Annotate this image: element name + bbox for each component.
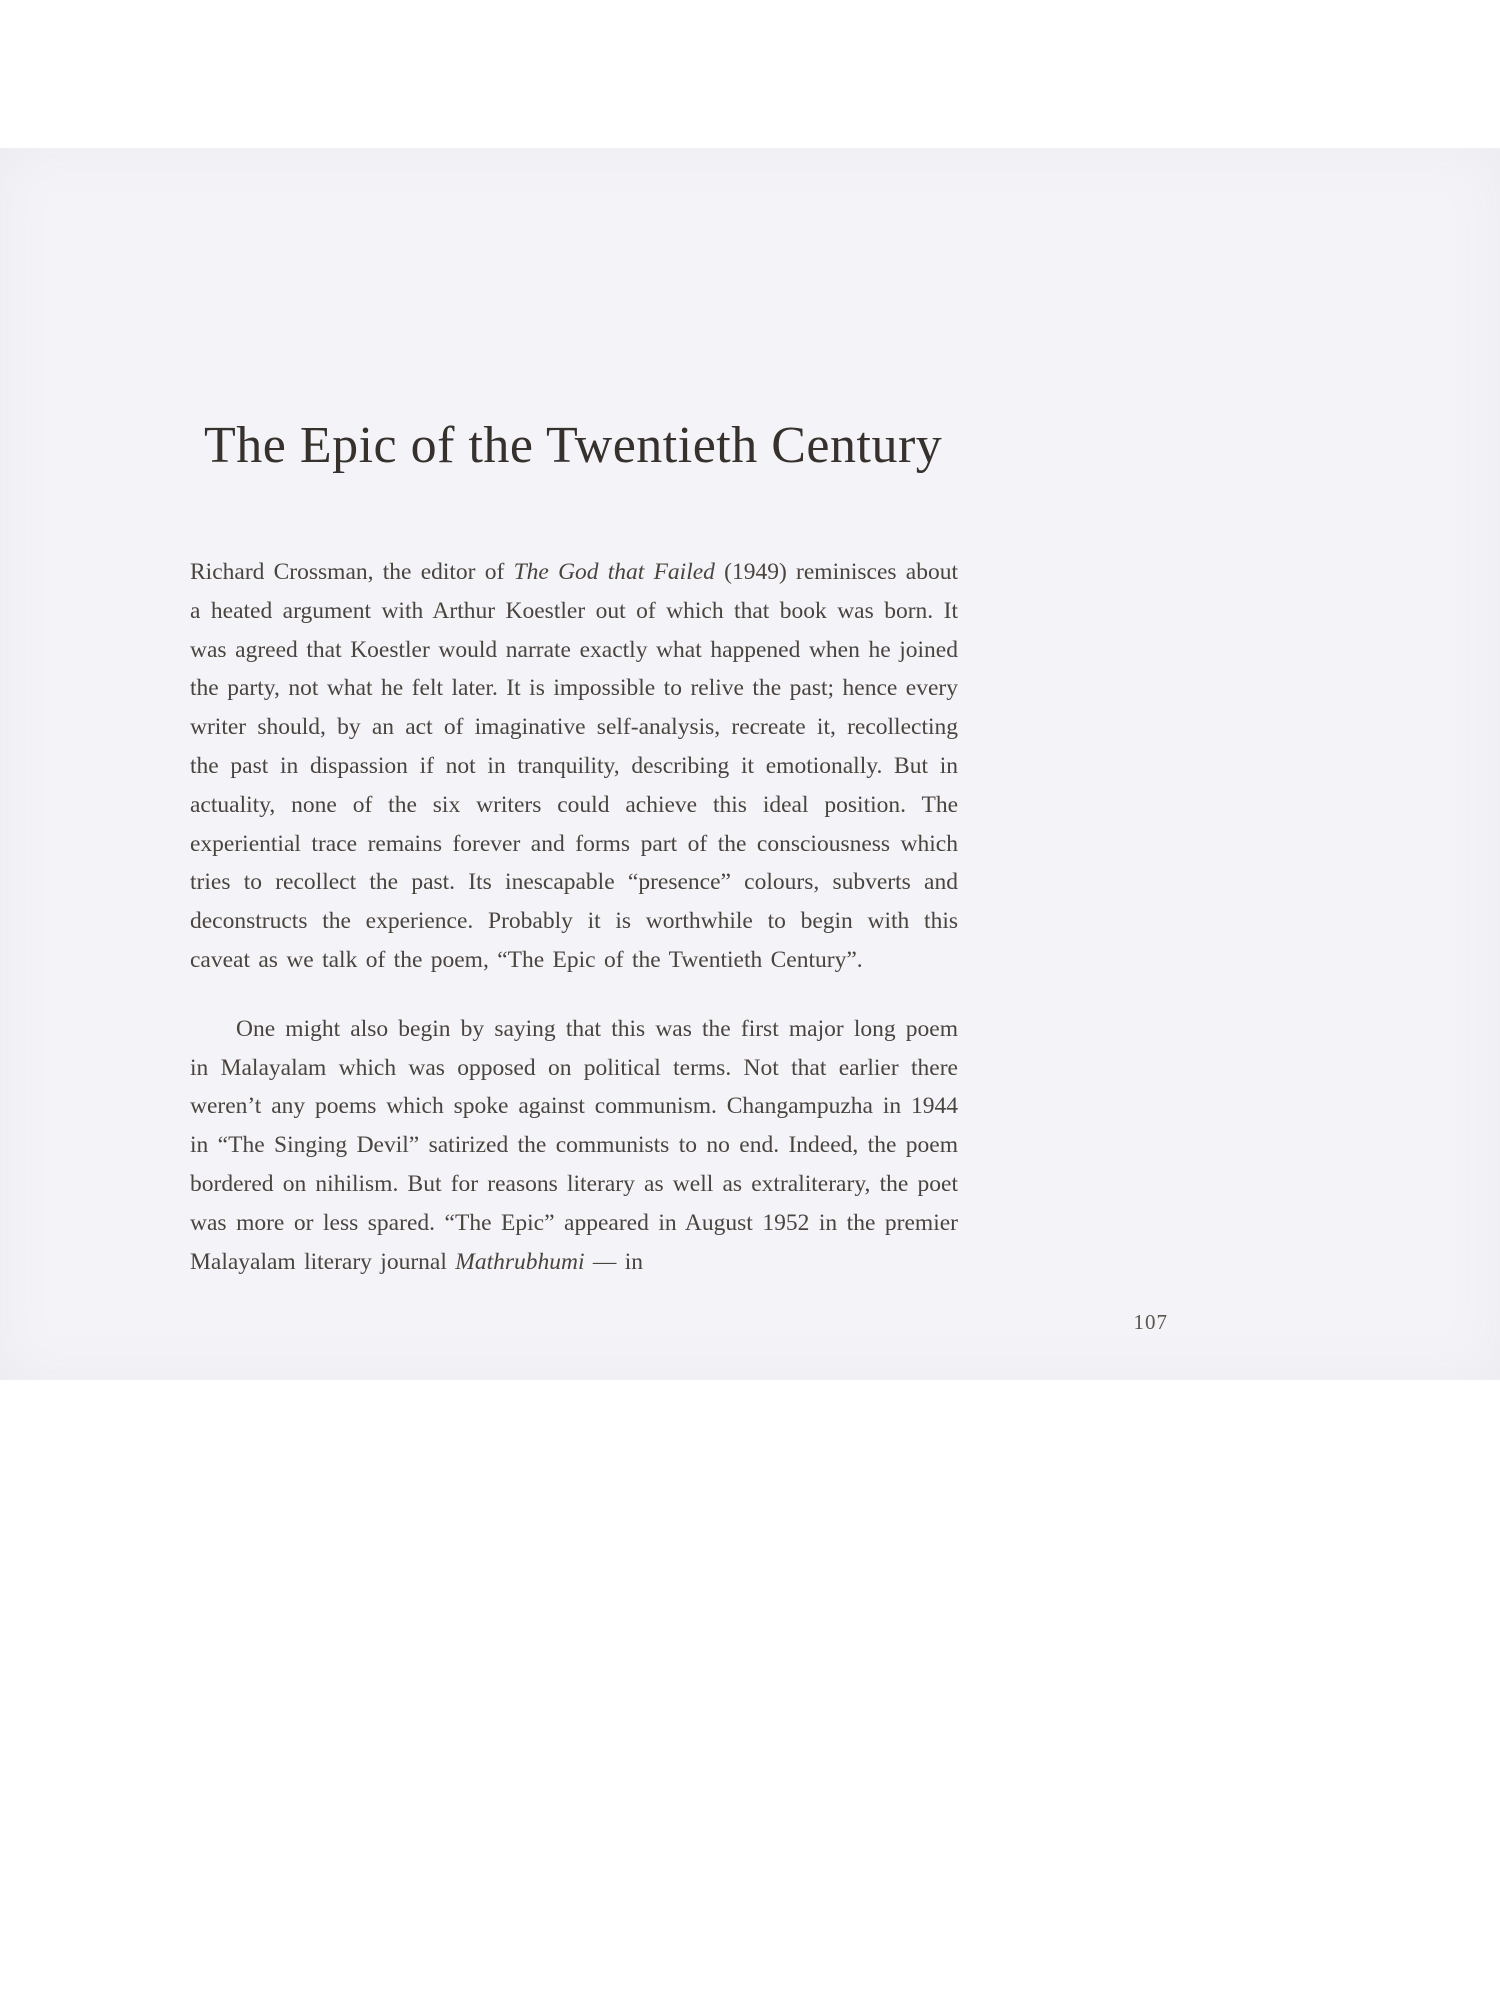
paragraph-2-journal-name: Mathrubhumi [455,1248,585,1275]
paragraph-1-run-3: (1949) reminisces about a heated argument with Arthur Koestler out of which that book was born. It was agreed that Koestler would narrate exactly what happened when he joined the party, not what he felt later. It is impossible to relive the past; hence every writer should, by an act of imaginative self-analysis, recreate it, recollecting the past in dispassion if not in tranquility, describing it emotionally. But in actuality, none of the six writers could achieve this ideal position. The experiential trace remains forever and forms part of the consciousness which tries to recollect the past. Its inescapable “presence” colours, subverts and deconstructs the experience. Probably it is worthwhile to begin with this caveat as we talk of the poem, “The Epic of the Twentieth Century”. [190,559,958,973]
paragraph-2-run-1: One might also begin by saying that this was the first major long poem in Malayalam which was opposed on political terms. Not that earlier there weren’t any poems which spoke against communism. Changampuzha in 1944 in “The Singing Devil” satirized the communists to no end. Indeed, the poem bordered on nihilism. But for reasons literary as well as extraliterary, the poet was more or less spared. “The Epic” appeared in August 1952 in the premier Malayalam literary journal [190,1015,958,1275]
paragraph-1-book-title: The God that Failed [513,559,715,585]
paragraph-1-run-1: Richard Crossman, the editor of [190,559,514,585]
body-copy [190,553,958,1281]
paragraph-2-run-3: — in [584,1248,644,1275]
chapter-title: The Epic of the Twentieth Century [204,417,943,474]
paragraph-2 [190,1010,958,1282]
paragraph-1 [190,553,958,980]
book-page [0,148,1500,1380]
page-number: 107 [1133,1310,1168,1334]
